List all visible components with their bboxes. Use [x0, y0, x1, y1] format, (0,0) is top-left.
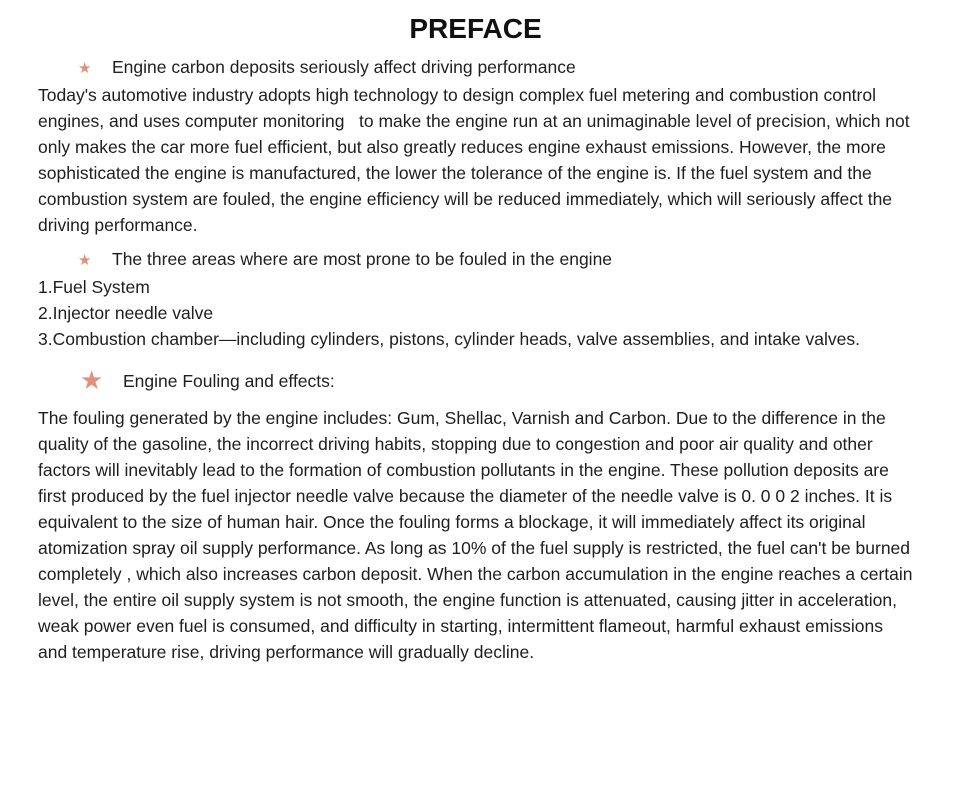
page-title: PREFACE — [409, 13, 542, 44]
paragraph-fouling-effects: The fouling generated by the engine includes: Gum, Shellac, Varnish and Carbon. Due to the difference in the quality of the gasoline, the incorrect driving habits, stopping due to congestion and poor air quality and other factors will inevitably lead to the formation of combustion pollutants in the engine. These pollution deposits are first produced by the fuel injector needle valve because the diameter of the needle valve is 0. 0 0 2 inches. It is equivalent to the size of human hair. Once the fouling forms a blockage, it will immediately affect its original atomization spray oil supply performance. As long as 10% of the fuel supply is restricted, the fuel can't be burned completely , which also increases carbon deposit. When the carbon accumulation in the engine reaches a certain level, the entire oil supply system is not smooth, the engine function is attenuated, causing jitter in acceleration, weak power even fuel is consumed, and difficulty in starting, intermittent flameout, harmful exhaust emissions and temperature rise, driving performance will gradually decline. — [38, 408, 918, 662]
bullet-label: Engine carbon deposits seriously affect driving performance — [112, 57, 576, 77]
star-icon: ★ — [80, 365, 104, 395]
bullet-line-three-areas — [38, 246, 913, 274]
list-item: 2.Injector needle valve — [38, 303, 214, 323]
bullet-line-carbon-deposits — [38, 54, 913, 82]
bullet-line-engine-fouling — [38, 362, 913, 397]
paragraph-industry-overview: Today's automotive industry adopts high technology to design complex fuel metering and combustion control engines, and uses computer monitoring to make the engine run at an unimaginable level of precision, which not only makes the car more fuel efficient, but also greatly reduces engine exhaust emissions. However, the more sophisticated the engine is manufactured, the lower the tolerance of the engine is. If the fuel system and the combustion system are fouled, the engine efficiency will be reduced immediately, which will seriously affect the driving performance. — [38, 85, 915, 235]
bullet-label: The three areas where are most prone to be fouled in the engine — [112, 249, 613, 269]
star-icon: ★ — [78, 60, 92, 77]
list-item: 3.Combustion chamber—including cylinders, pistons, cylinder heads, valve assemblies, and intake valves. — [38, 329, 860, 349]
bullet-label: Engine Fouling and effects: — [123, 371, 335, 391]
list-item: 1.Fuel System — [38, 277, 150, 297]
document-page — [0, 12, 960, 794]
fouled-areas-list — [38, 274, 913, 352]
star-icon: ★ — [78, 252, 92, 269]
